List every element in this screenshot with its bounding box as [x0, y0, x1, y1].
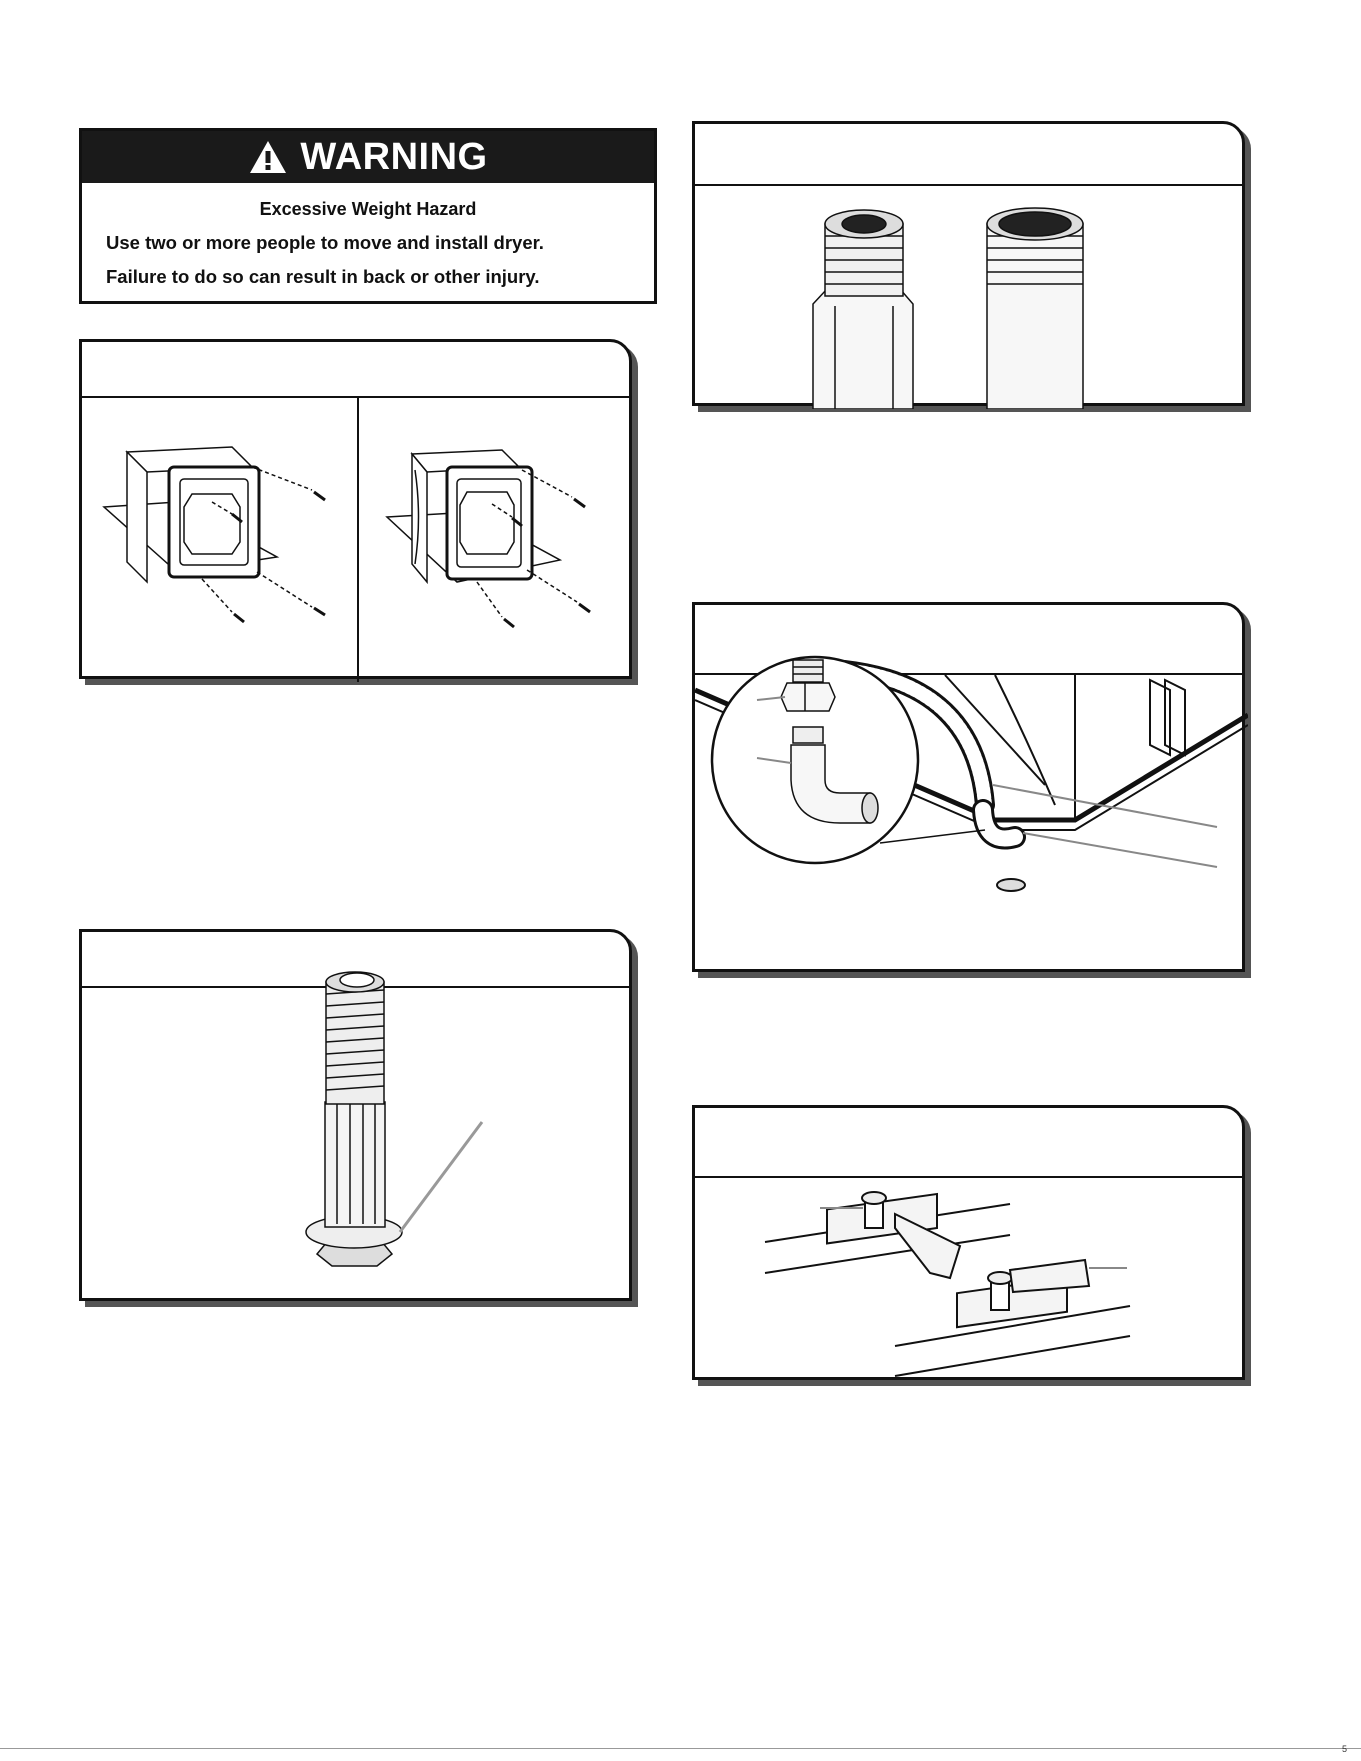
warning-triangle-icon [248, 139, 288, 175]
figure-dryer-on-carton [79, 339, 632, 679]
warning-title: WARNING [300, 135, 488, 178]
page-bottom-rule [0, 1748, 1361, 1749]
gas-connection-illustration [695, 605, 1248, 975]
figure-pipe-threads [692, 121, 1245, 406]
leveling-leg-illustration [82, 932, 635, 1304]
shutoff-valve-illustration [695, 1108, 1248, 1383]
warning-consequence: Failure to do so can result in back or other injury. [106, 266, 540, 287]
warning-header [82, 131, 654, 183]
pipe-thread-illustration [695, 124, 1248, 409]
figure-shutoff-valves [692, 1105, 1245, 1380]
weight-hazard-warning [79, 128, 657, 304]
warning-instruction: Use two or more people to move and install dryer. [106, 232, 544, 253]
warning-hazard-name: Excessive Weight Hazard [259, 199, 477, 219]
figure-gas-connection [692, 602, 1245, 972]
dryer-carton-illustration [82, 342, 635, 682]
page-number: 5 [1341, 1744, 1347, 1754]
figure-leveling-leg [79, 929, 632, 1301]
